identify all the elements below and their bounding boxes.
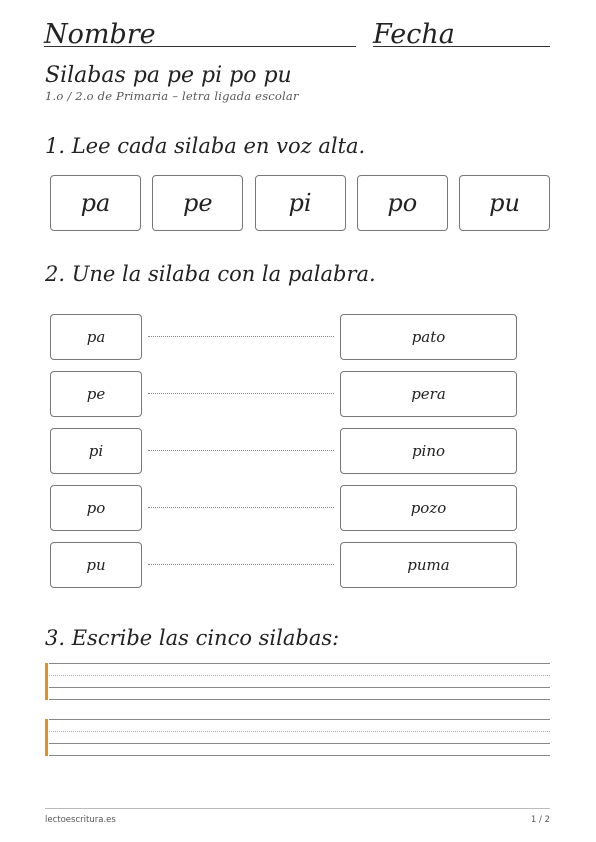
match-word-box[interactable]: puma — [340, 542, 517, 588]
syllable-card: po — [357, 175, 448, 231]
match-syllable-box[interactable]: po — [50, 485, 142, 531]
syllable-card: pe — [152, 175, 243, 231]
match-connector-line — [148, 450, 334, 451]
match-connector-line — [148, 336, 334, 337]
writing-line — [49, 743, 550, 744]
match-syllable-box[interactable]: pu — [50, 542, 142, 588]
date-field[interactable] — [373, 46, 550, 47]
worksheet-subtitle: 1.o / 2.o de Primaria – letra ligada escolar — [45, 89, 299, 103]
writing-guide-line — [49, 675, 550, 676]
syllable-card: pa — [50, 175, 141, 231]
writing-lines[interactable] — [45, 663, 550, 700]
date-label: Fecha — [373, 19, 455, 50]
footer-divider — [45, 808, 550, 809]
match-connector-line — [148, 564, 334, 565]
match-word-box[interactable]: pato — [340, 314, 517, 360]
match-row — [50, 485, 517, 531]
match-connector-line — [148, 393, 334, 394]
syllable-card: pu — [459, 175, 550, 231]
match-syllable-box[interactable]: pi — [50, 428, 142, 474]
margin-bar — [45, 719, 48, 756]
footer-page-number: 1 / 2 — [530, 815, 550, 825]
section-3-heading: 3. Escribe las cinco silabas: — [45, 626, 340, 650]
writing-line — [49, 687, 550, 688]
match-word-box[interactable]: pozo — [340, 485, 517, 531]
writing-line — [49, 755, 550, 756]
match-syllable-box[interactable]: pa — [50, 314, 142, 360]
footer-site: lectoescritura.es — [45, 815, 116, 825]
match-row — [50, 428, 517, 474]
name-label: Nombre — [44, 19, 156, 50]
writing-line — [49, 719, 550, 720]
section-2-heading: 2. Une la silaba con la palabra. — [45, 262, 376, 286]
section-1-heading: 1. Lee cada silaba en voz alta. — [45, 134, 366, 158]
syllable-cards — [50, 175, 550, 233]
writing-lines[interactable] — [45, 719, 550, 756]
match-row — [50, 371, 517, 417]
writing-line — [49, 699, 550, 700]
name-field[interactable] — [44, 46, 356, 47]
match-row — [50, 314, 517, 360]
match-word-box[interactable]: pera — [340, 371, 517, 417]
syllable-card: pi — [255, 175, 346, 231]
margin-bar — [45, 663, 48, 700]
match-row — [50, 542, 517, 588]
writing-guide-line — [49, 731, 550, 732]
match-connector-line — [148, 507, 334, 508]
writing-line — [49, 663, 550, 664]
match-syllable-box[interactable]: pe — [50, 371, 142, 417]
match-word-box[interactable]: pino — [340, 428, 517, 474]
worksheet-title: Silabas pa pe pi po pu — [45, 63, 292, 88]
